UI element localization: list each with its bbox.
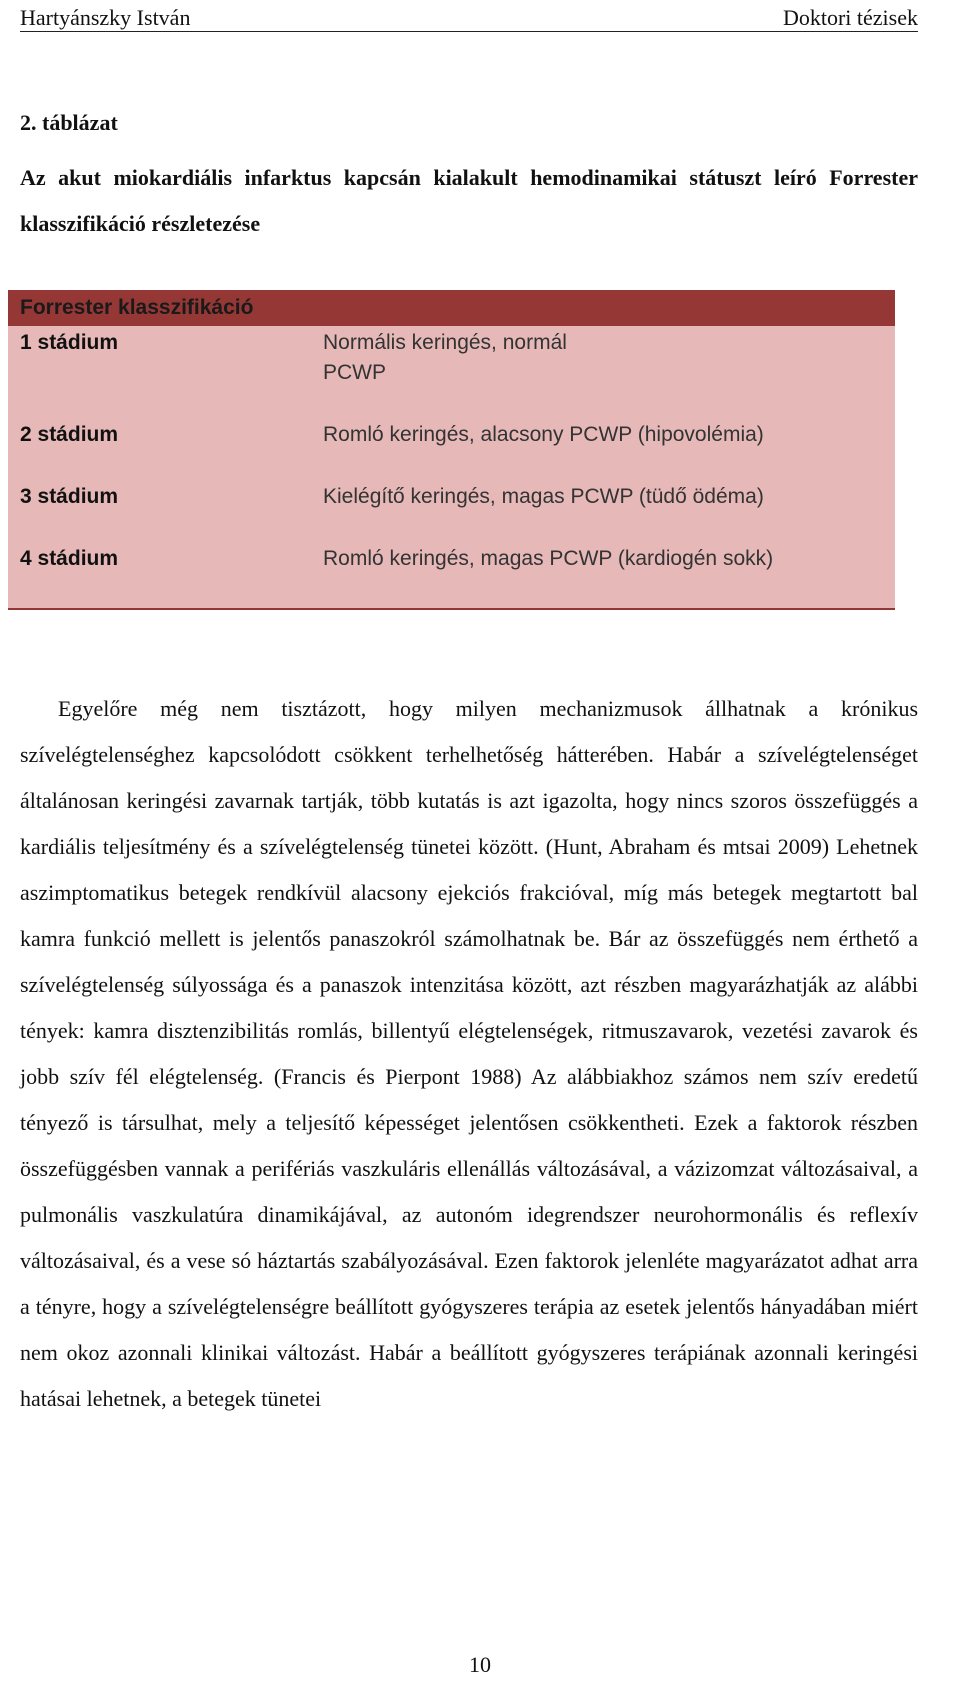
description-cell: Normális keringés, normál PCWP xyxy=(323,331,567,384)
table-header-cell: Forrester klasszifikáció xyxy=(20,296,254,319)
stage-cell: 2 stádium xyxy=(20,423,119,446)
description-cell: Kielégítő keringés, magas PCWP (tüdő ödéma) xyxy=(323,485,764,508)
table-header-row xyxy=(8,290,895,326)
header-author: Hartyánszky István xyxy=(20,5,191,30)
stage-cell: 3 stádium xyxy=(20,485,119,508)
description-cell: Romló keringés, alacsony PCWP (hipovolémia) xyxy=(323,423,764,446)
stage-cell: 1 stádium xyxy=(20,331,119,354)
running-header xyxy=(20,2,918,32)
header-doc-type: Doktori tézisek xyxy=(782,5,918,30)
page-number: 10 xyxy=(469,1652,491,1677)
stage-cell: 4 stádium xyxy=(20,547,119,570)
table-caption-title: Az akut miokardiális infarktus kapcsán kialakult hemodinamikai státuszt leíró Forrester klasszifikáció részletezése xyxy=(20,165,918,236)
description-cell: Romló keringés, magas PCWP (kardiogén sokk) xyxy=(323,547,774,570)
body-paragraph: Egyelőre még nem tisztázott, hogy milyen mechanizmusok állhatnak a krónikus szívelégtelenséghez kapcsolódott csökkent terhelhetőség hátterében. Habár a szívelégtelenséget általánosan keringési zavarnak tartják, több kutatás is azt igazolta, hogy nincs szoros összefüggés a kardiális teljesítmény és a szívelégtelenség tünetei között. (Hunt, Abraham és mtsai 2009) Lehetnek aszimptomatikus betegek rendkívül alacsony ejekciós frakcióval, míg más betegek megtartott bal kamra funkció mellett is jelentős panaszokról számolhatnak be. Bár az összefüggés nem érthető a szívelégtelenség súlyossága és a panaszok intenzitása között, azt részben magyarázhatják az alábbi tények: kamra disztenzibilitás romlás, billentyű elégtelenségek, ritmuszavarok, vezetési zavarok és jobb szív fél elégtelenség. (Francis és Pierpont 1988) Az alábbiakhoz számos nem szív eredetű tényező is társulhat, mely a teljesítő képességet jelentősen csökkentheti. Ezek a faktorok részben összefüggésben vannak a perifériás vaszkuláris ellenállás változásával, a vázizomzat változásaival, a pulmonális vaszkulatúra dinamikájával, az autonóm idegrendszer neurohormonális és reflexív változásaival, és a vese só háztartás szabályozásával. Ezen faktorok jelenléte magyarázatot adhat arra a tényre, hogy a szívelégtelenségre beállított gyógyszeres terápia az esetek jelentős hányadában miért nem okoz azonnali klinikai változást. Habár a beállított gyógyszeres terápiának azonnali keringési hatásai lehetnek, a betegek tünetei xyxy=(20,696,918,1411)
table-caption-number: 2. táblázat xyxy=(20,110,118,135)
forrester-table xyxy=(8,290,895,610)
